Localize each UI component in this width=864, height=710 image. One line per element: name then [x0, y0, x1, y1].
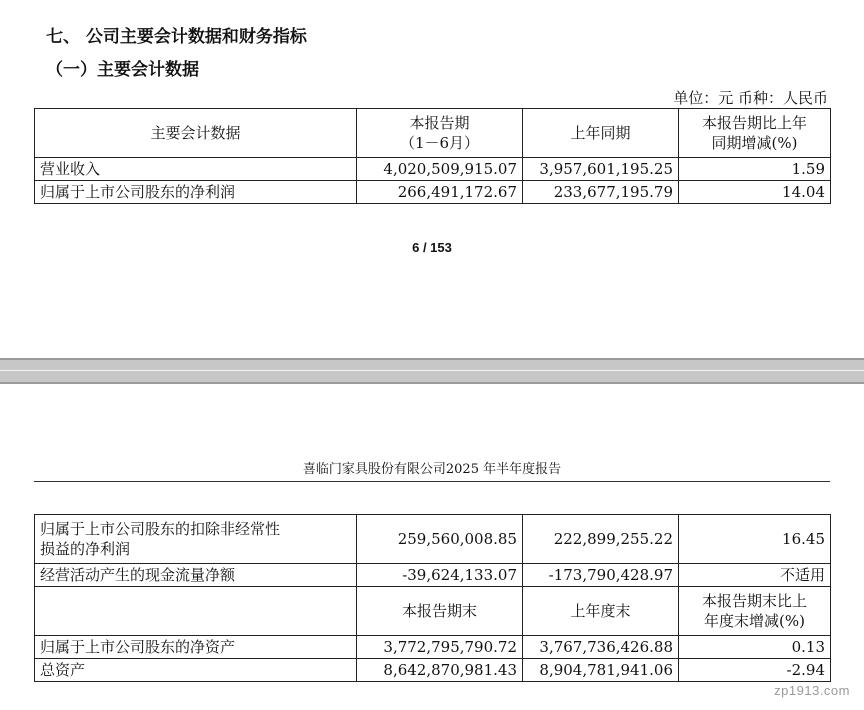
table-row — [35, 564, 831, 587]
section-heading: 七、 公司主要会计数据和财务指标 — [46, 27, 307, 47]
subheader-blank — [35, 587, 357, 636]
prior-value: 222,899,255.22 — [523, 515, 679, 564]
header-prior-year-end: 上年度末 — [523, 587, 679, 636]
table-header-row — [35, 109, 831, 158]
current-value: 259,560,008.85 — [357, 515, 523, 564]
current-value: 266,491,172.67 — [357, 181, 523, 204]
running-header-rule — [34, 481, 830, 482]
table-row — [35, 636, 831, 659]
unit-currency-note: 单位：元 币种：人民币 — [673, 89, 828, 107]
prior-value: 8,904,781,941.06 — [523, 659, 679, 682]
header-main-data: 主要会计数据 — [35, 109, 357, 158]
prior-value: 233,677,195.79 — [523, 181, 679, 204]
row-label: 归属于上市公司股东的净资产 — [35, 636, 357, 659]
prior-value: 3,957,601,195.25 — [523, 158, 679, 181]
change-value: 16.45 — [679, 515, 831, 564]
main-accounting-data-table-part2 — [34, 514, 831, 682]
header-current-period: 本报告期 （1－6月） — [357, 109, 523, 158]
watermark-text: zp1913.com — [774, 683, 850, 698]
current-value: 3,772,795,790.72 — [357, 636, 523, 659]
main-accounting-data-table-part1 — [34, 108, 831, 204]
header-yoy-change: 本报告期比上年 同期增减(%) — [679, 109, 831, 158]
table-subheader-row — [35, 587, 831, 636]
row-label: 总资产 — [35, 659, 357, 682]
table-row — [35, 515, 831, 564]
running-header: 喜临门家具股份有限公司2025 年半年度报告 — [302, 462, 562, 477]
page-number: 6 / 153 — [412, 240, 452, 255]
page-separator — [0, 358, 864, 384]
change-value: -2.94 — [679, 659, 831, 682]
table-row — [35, 659, 831, 682]
header-prior-period: 上年同期 — [523, 109, 679, 158]
header-period-end-change: 本报告期末比上 年度末增减(%) — [679, 587, 831, 636]
header-period-end: 本报告期末 — [357, 587, 523, 636]
change-value: 0.13 — [679, 636, 831, 659]
current-value: 4,020,509,915.07 — [357, 158, 523, 181]
change-value: 不适用 — [679, 564, 831, 587]
current-value: -39,624,133.07 — [357, 564, 523, 587]
prior-value: -173,790,428.97 — [523, 564, 679, 587]
change-value: 14.04 — [679, 181, 831, 204]
prior-value: 3,767,736,426.88 — [523, 636, 679, 659]
current-value: 8,642,870,981.43 — [357, 659, 523, 682]
change-value: 1.59 — [679, 158, 831, 181]
table-row — [35, 158, 831, 181]
row-label: 经营活动产生的现金流量净额 — [35, 564, 357, 587]
subsection-heading: （一）主要会计数据 — [46, 60, 199, 80]
row-label: 营业收入 — [35, 158, 357, 181]
table-row — [35, 181, 831, 204]
row-label: 归属于上市公司股东的扣除非经常性 损益的净利润 — [35, 515, 357, 564]
row-label: 归属于上市公司股东的净利润 — [35, 181, 357, 204]
